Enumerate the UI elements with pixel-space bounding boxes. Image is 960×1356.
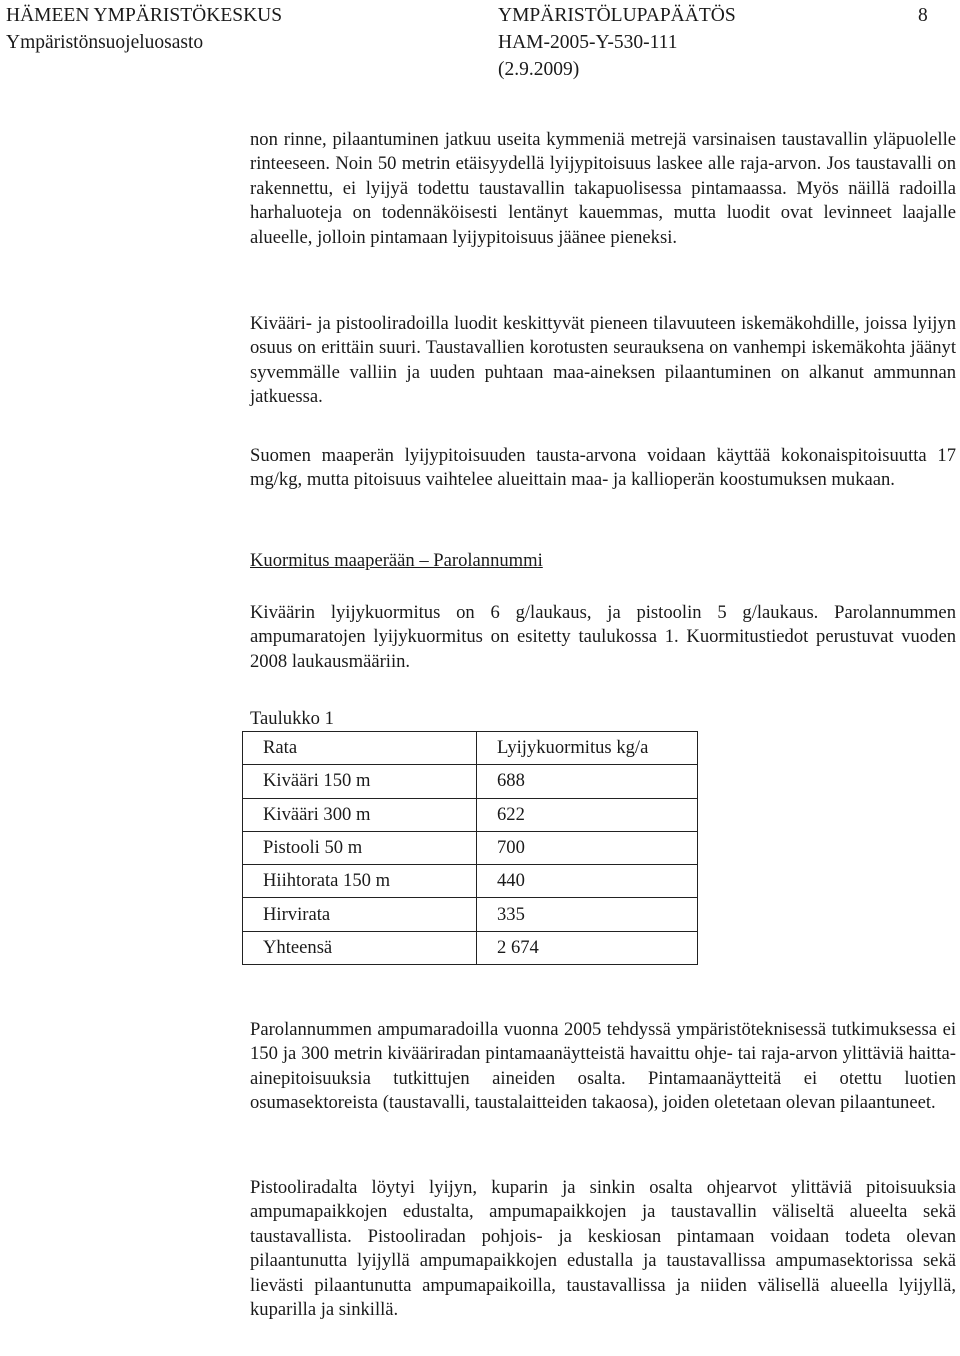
- department-name: Ympäristönsuojeluosasto: [6, 32, 204, 53]
- paragraph-3: Suomen maaperän lyijypitoisuuden tausta-arvona voidaan käyttää kokonaispitoisuutta 17 mg/kg, mutta pitoisuus vaihtelee alueittain maa- ja kallioperän koostumuksen mukaan.: [250, 445, 956, 491]
- table-cell: Kivääri 300 m: [243, 798, 477, 831]
- paragraph-1: non rinne, pilaantuminen jatkuu useita kymmeniä metrejä varsinaisen taustavallin yläpuolelle rinteeseen. Noin 50 metrin etäisyydellä lyijypitoisuus laskee alle raja-arvon. Jos taustavalli on rakennettu, ei lyijyä todettu taustavallin takapuolisessa pintamaassa. Myös näillä radoilla harhaluoteja on todennäköisesti lentänyt kauemmas, mutta luodit ovat levinneet laajalle alueelle, jolloin pintamaan lyijypitoisuus jäänee pieneksi.: [250, 129, 956, 248]
- column-header: Lyijykuormitus kg/a: [477, 732, 698, 765]
- document-type: YMPÄRISTÖLUPAPÄÄTÖS: [498, 5, 736, 26]
- table-cell: 688: [477, 765, 698, 798]
- table-cell: 622: [477, 798, 698, 831]
- table-row: [243, 765, 698, 798]
- table-cell: 2 674: [477, 931, 698, 964]
- paragraph-6: Pistooliradalta löytyi lyijyn, kuparin ja sinkin osalta ohjearvot ylittäviä pitoisuuksia ampumapaikkojen edustalta, ampumapaikkojen ja taustavallin väliseltä alueelta sekä taustavallista. Pistooliradan pohjois- ja keskiosan pintamaan voidaan todeta olevan pilaantunutta lyijyllä ampumapaikkojen edustalla ja taustavallissa ampumasektorissa sekä lievästi pilaantunutta ampumapaikoilla, taustavallissa ja niiden välisellä alueella lyijyllä, kuparilla ja sinkillä.: [250, 1177, 956, 1321]
- paragraph-2: Kivääri- ja pistooliradoilla luodit keskittyvät pieneen tilavuuteen iskemäkohdille, joissa lyijyn osuus on erittäin suuri. Taustavallien korotusten seurauksena on vanhempi iskemäkohta jäänyt syvemmälle valliin ja uuden puhtaan maa-aineksen pilaantuminen on alkanut ammunnan jatkuessa.: [250, 313, 956, 408]
- document-id: HAM-2005-Y-530-111: [498, 32, 678, 53]
- section-heading: Kuormitus maaperään – Parolannummi: [250, 550, 543, 571]
- table-row: [243, 831, 698, 864]
- column-header: Rata: [243, 732, 477, 765]
- table-row: [243, 931, 698, 964]
- page-number: 8: [918, 5, 928, 26]
- table-row: [243, 798, 698, 831]
- paragraph-4: Kiväärin lyijykuormitus on 6 g/laukaus, ja pistoolin 5 g/laukaus. Parolannummen ampumaratojen lyijykuormitus on esitetty taulukossa 1. Kuormitustiedot perustuvat vuoden 2008 laukausmääriin.: [250, 602, 956, 672]
- table-cell: Hirvirata: [243, 898, 477, 931]
- table-row: [243, 898, 698, 931]
- table-cell: Hiihtorata 150 m: [243, 865, 477, 898]
- table-header-row: [243, 732, 698, 765]
- table-cell: Yhteensä: [243, 931, 477, 964]
- table-cell: Pistooli 50 m: [243, 831, 477, 864]
- table-cell: 700: [477, 831, 698, 864]
- paragraph-5: Parolannummen ampumaradoilla vuonna 2005 tehdyssä ympäristöteknisessä tutkimuksessa ei 150 ja 300 metrin kivääriradan pintamaanäytteistä havaittu ohje- tai raja-arvon ylittäviä haitta-ainepitoisuuksia tutkittujen aineiden osalta. Pintamaanäytteitä ei otettu luotien osumasektoreista (taustavalli, taustalaitteiden takaosa), joiden oletetaan olevan pilaantuneet.: [250, 1019, 956, 1114]
- document-date: (2.9.2009): [498, 59, 580, 80]
- lead-load-table: [242, 731, 698, 965]
- table-caption: Taulukko 1: [250, 708, 334, 729]
- organization-name: HÄMEEN YMPÄRISTÖKESKUS: [6, 5, 283, 26]
- table-cell: Kivääri 150 m: [243, 765, 477, 798]
- table-cell: 335: [477, 898, 698, 931]
- table-cell: 440: [477, 865, 698, 898]
- table-row: [243, 865, 698, 898]
